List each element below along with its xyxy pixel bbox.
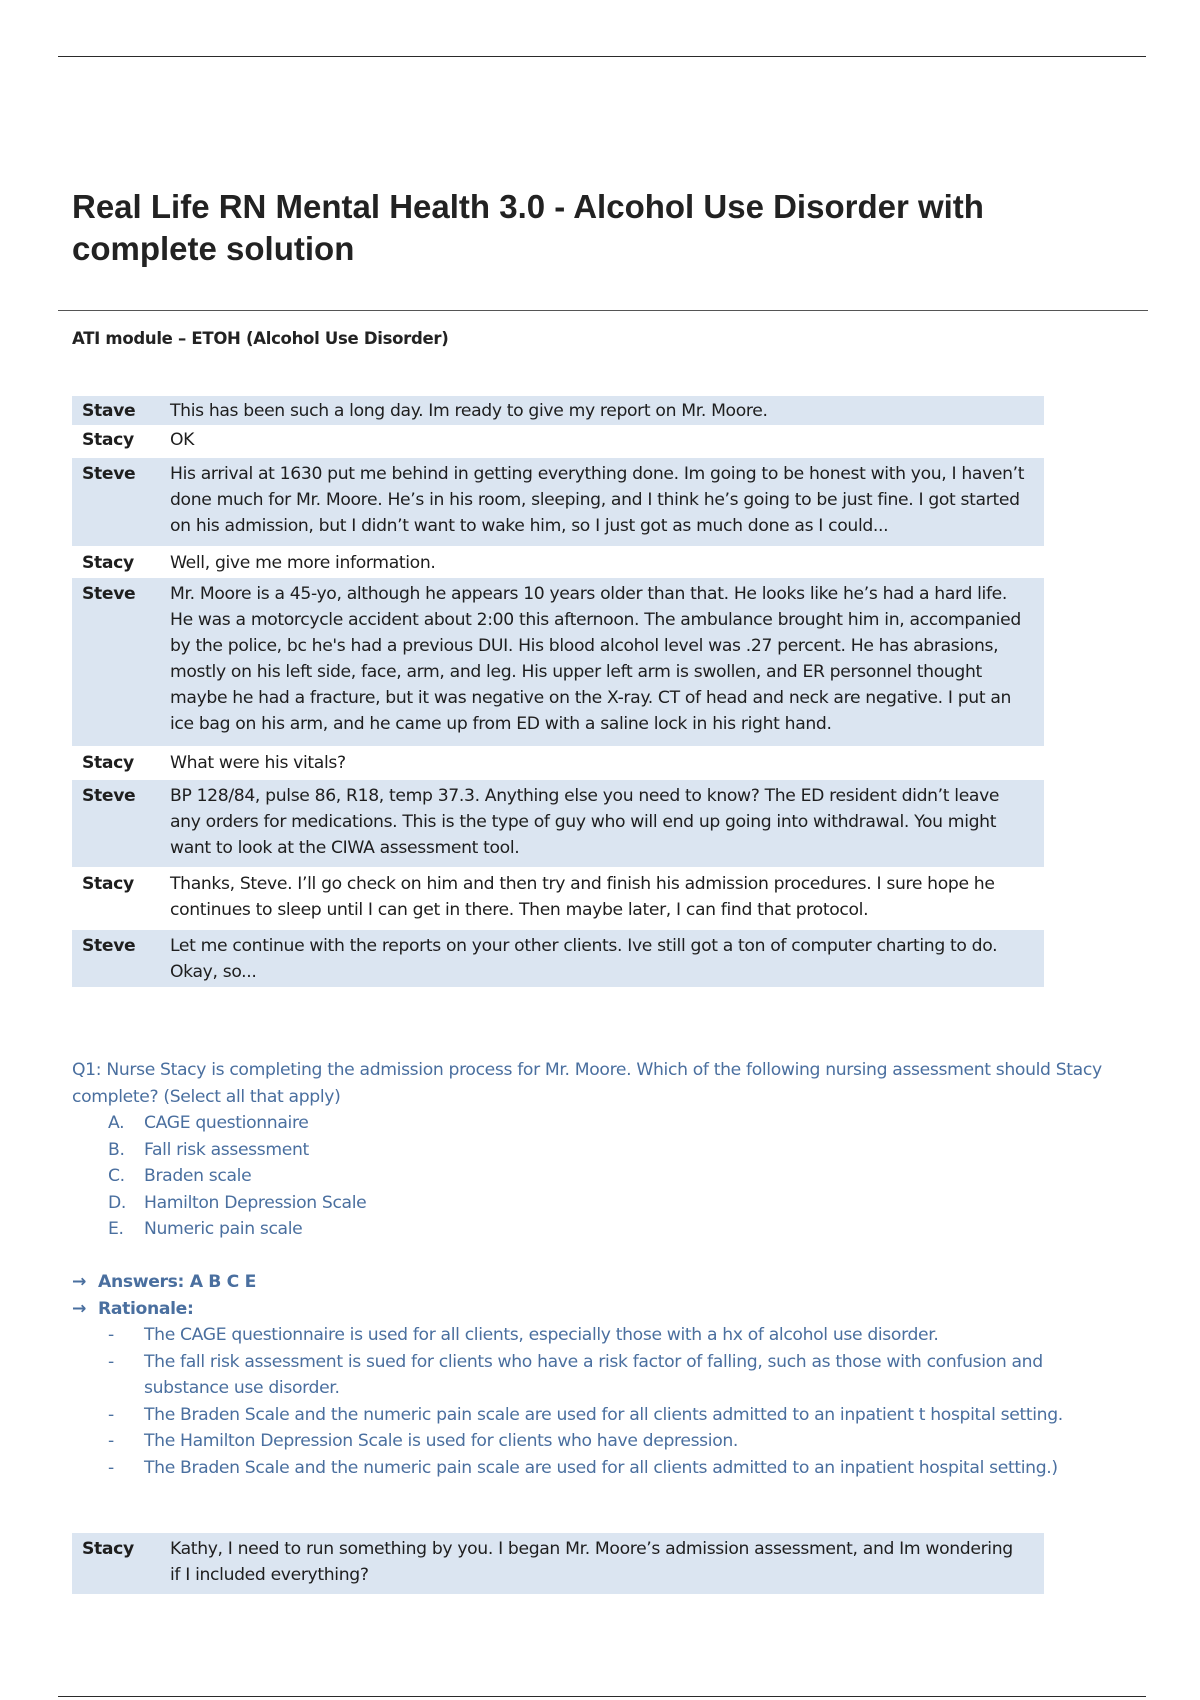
dialogue-text: Kathy, I need to run something by you. I began Mr. Moore’s admission assessment, and Im wondering if I included everything? xyxy=(170,1539,1013,1585)
question-block xyxy=(72,1057,1122,1243)
option-text: CAGE questionnaire xyxy=(144,1113,309,1133)
rationale-item xyxy=(108,1349,1132,1402)
speaker-name: Stacy xyxy=(82,1539,134,1559)
option-text: Braden scale xyxy=(144,1166,252,1186)
option-text: Hamilton Depression Scale xyxy=(144,1192,367,1213)
module-heading: ATI module – ETOH (Alcohol Use Disorder) xyxy=(72,329,449,348)
option-letter: E. xyxy=(108,1219,124,1239)
rationale-text: The Braden Scale and the numeric pain scale are used for all clients admitted to an inpatient hospital setting.) xyxy=(144,1457,1058,1478)
option-letter: B. xyxy=(108,1139,125,1160)
answer-block xyxy=(72,1269,1132,1481)
dialogue-text: OK xyxy=(170,430,195,450)
option-item xyxy=(108,1137,1122,1164)
bottom-rule xyxy=(58,1696,1146,1697)
dialogue-text: Let me continue with the reports on your other clients. Ive still got a ton of computer charting to do. Okay, so... xyxy=(170,936,998,982)
speaker-name: Stacy xyxy=(82,430,134,450)
rationale-item xyxy=(108,1428,1132,1455)
dialogue-text: What were his vitals? xyxy=(170,753,346,773)
dialogue-row xyxy=(72,546,1044,578)
option-item xyxy=(108,1190,1122,1217)
dialogue-row xyxy=(72,1533,1044,1594)
speaker-name: Steve xyxy=(82,936,136,956)
speaker-name: Steve xyxy=(82,786,136,806)
option-letter: D. xyxy=(108,1192,126,1213)
speaker-name: Stacy xyxy=(82,874,134,894)
option-list xyxy=(72,1110,1122,1243)
speaker-name: Steve xyxy=(82,584,136,604)
dialogue-text: This has been such a long day. Im ready to give my report on Mr. Moore. xyxy=(170,401,768,421)
dialogue-row xyxy=(72,578,1044,746)
rationale-line xyxy=(72,1296,1132,1323)
speaker-name: Steve xyxy=(82,464,136,484)
option-letter: A. xyxy=(108,1113,125,1133)
dialogue-text: BP 128/84, pulse 86, R18, temp 37.3. Anything else you need to know? The ED resident didn’t leave any orders for medications. This is the type of guy who will end up going into withdrawal. You might want to look at the CIWA assessment tool. xyxy=(170,786,1000,858)
dialogue-text: His arrival at 1630 put me behind in getting everything done. Im going to be honest with you, I haven’t done much for Mr. Moore. He’s in his room, sleeping, and I think he’s going to be just fine. I got started on his admission, but I didn’t want to wake him, so I just got as much done as I could... xyxy=(170,464,1025,536)
rationale-list xyxy=(72,1322,1132,1481)
speaker-name: Stacy xyxy=(82,553,134,573)
bullet-dash: - xyxy=(108,1457,114,1478)
bullet-dash: - xyxy=(108,1325,114,1345)
title-divider xyxy=(58,310,1148,311)
option-letter: C. xyxy=(108,1166,125,1186)
dialogue-table-2 xyxy=(72,1533,1044,1594)
option-item xyxy=(108,1110,1122,1137)
rationale-item xyxy=(108,1455,1132,1482)
arrow-icon: → xyxy=(72,1272,87,1292)
bullet-dash: - xyxy=(108,1404,114,1425)
speaker-name: Stave xyxy=(82,401,136,421)
dialogue-text: Mr. Moore is a 45-yo, although he appears 10 years older than that. He looks like he’s had a hard life. He was a motorcycle accident about 2:00 this afternoon. The ambulance brought him in, accompanied by the police, bc he's had a previous DUI. His blood alcohol level was .27 percent. He has abrasions, mostly on his left side, face, arm, and leg. His upper left arm is swollen, and ER personnel thought maybe he had a fracture, but it was negative on the X-ray. CT of head and neck are negative. I put an ice bag on his arm, and he came up from ED with a saline lock in his right hand. xyxy=(170,584,1021,734)
answers-label: Answers: A B C E xyxy=(98,1272,256,1292)
arrow-icon: → xyxy=(72,1298,87,1319)
dialogue-text: Well, give me more information. xyxy=(170,553,436,573)
option-text: Numeric pain scale xyxy=(144,1219,303,1239)
rationale-text: The Braden Scale and the numeric pain scale are used for all clients admitted to an inpatient t hospital setting. xyxy=(144,1404,1063,1425)
rationale-label: Rationale: xyxy=(98,1298,194,1319)
document-title: Real Life RN Mental Health 3.0 - Alcohol Use Disorder with complete solution xyxy=(72,188,984,267)
rationale-text: The fall risk assessment is sued for clients who have a risk factor of falling, such as those with confusion and substance use disorder. xyxy=(144,1351,1043,1398)
dialogue-row xyxy=(72,425,1044,458)
dialogue-row xyxy=(72,746,1044,780)
dialogue-text: Thanks, Steve. I’ll go check on him and then try and finish his admission procedures. I sure hope he continues to sleep until I can get in there. Then maybe later, I can find that protocol. xyxy=(170,874,995,920)
rationale-text: The Hamilton Depression Scale is used for clients who have depression. xyxy=(144,1431,739,1451)
dialogue-row xyxy=(72,867,1044,930)
option-item xyxy=(108,1163,1122,1190)
bullet-dash: - xyxy=(108,1351,114,1372)
bullet-dash: - xyxy=(108,1431,114,1451)
rationale-text: The CAGE questionnaire is used for all clients, especially those with a hx of alcohol use disorder. xyxy=(144,1325,939,1345)
top-rule xyxy=(58,56,1146,57)
dialogue-row xyxy=(72,396,1044,425)
dialogue-row xyxy=(72,458,1044,546)
rationale-item xyxy=(108,1402,1132,1429)
option-item xyxy=(108,1216,1122,1243)
dialogue-table xyxy=(72,396,1044,987)
dialogue-row xyxy=(72,780,1044,867)
speaker-name: Stacy xyxy=(82,753,134,773)
rationale-item xyxy=(108,1322,1132,1349)
dialogue-row xyxy=(72,930,1044,987)
question-text: Q1: Nurse Stacy is completing the admission process for Mr. Moore. Which of the following nursing assessment should Stacy complete? (Select all that apply) xyxy=(72,1060,1102,1107)
answers-line xyxy=(72,1269,1132,1296)
option-text: Fall risk assessment xyxy=(144,1139,309,1160)
